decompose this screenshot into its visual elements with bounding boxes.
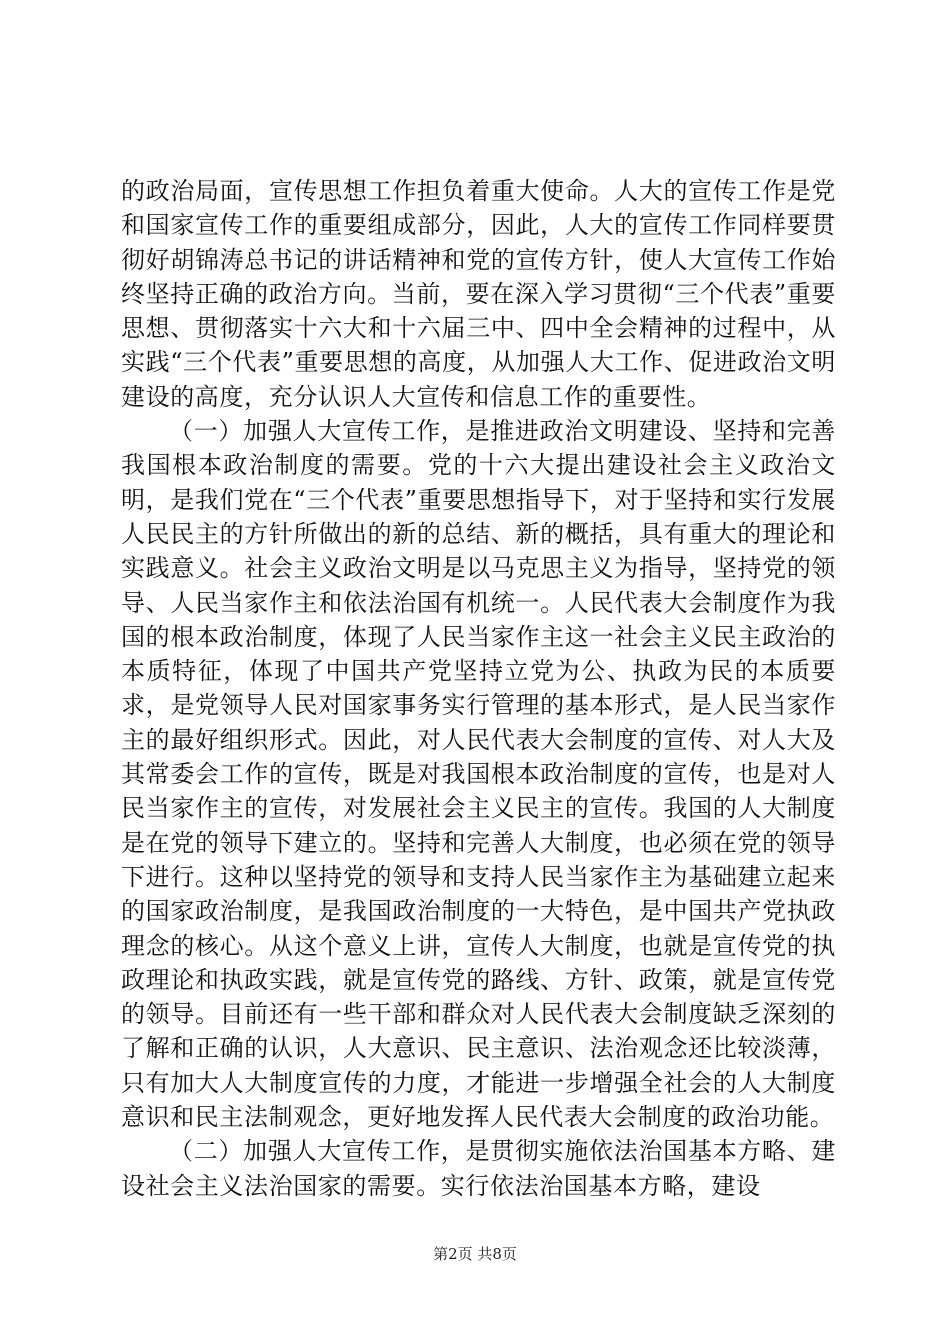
document-body — [121, 174, 836, 1203]
paragraph-section-one: （一）加强人大宣传工作，是推进政治文明建设、坚持和完善我国根本政治制度的需要。党的十六大提出建设社会主义政治文明，是我们党在“三个代表”重要思想指导下，对于坚持和实行发展人民民主的方针所做出的新的总结、新的概括，具有重大的理论和实践意义。社会主义政治文明是以马克思主义为指导，坚持党的领导、人民当家作主和依法治国有机统一。人民代表大会制度作为我国的根本政治制度，体现了人民当家作主这一社会主义民主政治的本质特征，体现了中国共产党坚持立党为公、执政为民的本质要求，是党领导人民对国家事务实行管理的基本形式，是人民当家作主的最好组织形式。因此，对人民代表大会制度的宣传、对人大及其常委会工作的宣传，既是对我国根本政治制度的宣传，也是对人民当家作主的宣传，对发展社会主义民主的宣传。我国的人大制度是在党的领导下建立的。坚持和完善人大制度，也必须在党的领导下进行。这种以坚持党的领导和支持人民当家作主为基础建立起来的国家政治制度，是我国政治制度的一大特色，是中国共产党执政理念的核心。从这个意义上讲，宣传人大制度，也就是宣传党的执政理论和执政实践，就是宣传党的路线、方针、政策，就是宣传党的领导。目前还有一些干部和群众对人民代表大会制度缺乏深刻的了解和正确的认识，人大意识、民主意识、法治观念还比较淡薄，只有加大人大制度宣传的力度，才能进一步增强全社会的人大制度意识和民主法制观念，更好地发挥人民代表大会制度的政治功能。 — [121, 417, 836, 1132]
page-footer — [0, 1243, 950, 1264]
paragraph-continuation: 的政治局面，宣传思想工作担负着重大使命。人大的宣传工作是党和国家宣传工作的重要组成部分，因此，人大的宣传工作同样要贯彻好胡锦涛总书记的讲话精神和党的宣传方针，使人大宣传工作始终坚持正确的政治方向。当前，要在深入学习贯彻“三个代表”重要思想、贯彻落实十六大和十六届三中、四中全会精神的过程中，从实践“三个代表”重要思想的高度，从加强人大工作、促进政治文明建设的高度，充分认识人大宣传和信息工作的重要性。 — [121, 177, 836, 411]
paragraph-section-two: （二）加强人大宣传工作，是贯彻实施依法治国基本方略、建设社会主义法治国家的需要。实行依法治国基本方略，建设 — [121, 1137, 836, 1200]
page-number: 第2页 共8页 — [433, 1245, 517, 1263]
